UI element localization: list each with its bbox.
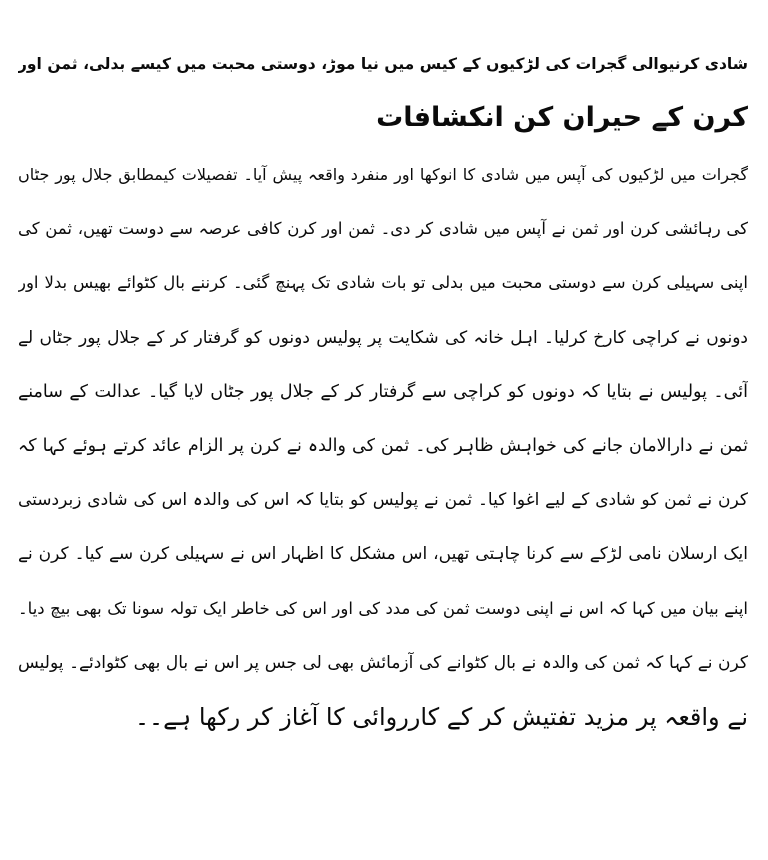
body-line: کی رہائشی کرن اور ثمن نے آپس میں شادی کر دی۔ ثمن اور کرن کافی عرصہ سے دوست تھیں، ثمن کی — [18, 219, 748, 239]
article-body — [18, 144, 748, 744]
body-line: کرن نے ثمن کو شادی کے لیے اغوا کیا۔ ثمن نے پولیس کو بتایا کہ اس کی والدہ اس کی شادی زبردستی — [18, 490, 748, 511]
body-line: کرن نے کہا کہ ثمن کی والدہ نے بال کٹوانے کی آزمائش بھی لی جس پر اس نے بال بھی کٹوادئے۔ پولیس — [18, 652, 748, 673]
body-line: نے واقعہ پر مزید تفتیش کر کے کارروائی کا آغاز کر رکھا ہے۔۔ — [134, 702, 748, 731]
body-line: ایک ارسلان نامی لڑکے سے کرنا چاہتی تھیں، اس مشکل کا اظہار اس نے سہیلی کرن سے کیا۔ کرن نے — [18, 544, 748, 565]
body-line: آئی۔ پولیس نے بتایا کہ دونوں کو کراچی سے گرفتار کر کے جلال پور جٹاں لایا گیا۔ عدالت کے سامنے — [18, 381, 748, 402]
body-line: اپنی سہیلی کرن سے دوستی محبت میں بدلی تو بات شادی تک پہنچ گئی۔ کرننے بال کٹوائے بھیس بدلا اور — [18, 273, 748, 293]
body-line: اپنے بیان میں کہا کہ اس نے اپنی دوست ثمن کی مدد کی اور اس کی خاطر ایک تولہ سونا تک بھی بیچ دیا۔ — [18, 598, 748, 618]
headline-line: شادی کرنیوالی گجرات کی لڑکیوں کے کیس میں نیا موڑ، دوستی محبت میں کیسے بدلی، ثمن اور — [18, 55, 748, 73]
headline-line: کرن کے حیران کن انکشافات — [376, 102, 748, 133]
body-line: گجرات میں لڑکیوں کی آپس میں شادی کا انوکھا اور منفرد واقعہ پیش آیا۔ تفصیلات کیمطابق جلال پور جٹاں — [18, 165, 748, 184]
body-line: ثمن نے دارالامان جانے کی خواہش ظاہر کی۔ ثمن کی والدہ نے کرن پر الزام عائد کرتے ہوئے کہا کہ — [18, 435, 748, 456]
article-headline — [18, 0, 748, 144]
body-line: دونوں نے کراچی کارخ کرلیا۔ اہل خانہ کی شکایت پر پولیس دونوں کو گرفتار کر کے جلال پور جٹاں لے — [18, 327, 748, 348]
